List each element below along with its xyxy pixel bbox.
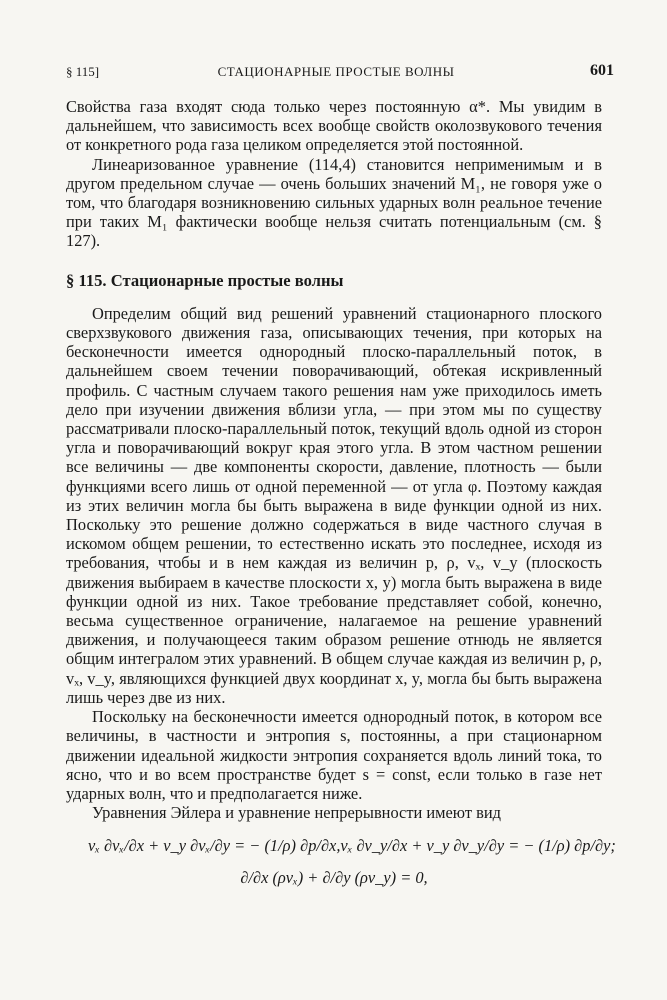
euler-equation-x: vₓ ∂vₓ/∂x + v_y ∂vₓ/∂y = − (1/ρ) ∂p/∂x, [88,836,341,856]
page-body [66,97,616,887]
section-ref: § 115] [66,64,100,79]
running-title: СТАЦИОНАРНЫЕ ПРОСТЫЕ ВОЛНЫ [217,64,455,79]
paragraph-2: Линеаризованное уравнение (114,4) становится неприменимым и в другом предельном случае — очень больших значений M₁, не говоря уже о том, что благодаря возникновению сильных ударных волн реальное течение при таких M₁ фактически вообще нельзя считать потенциальным (см. § 127). [66,154,602,251]
euler-equation-y: vₓ ∂v_y/∂x + v_y ∂v_y/∂y = − (1/ρ) ∂p/∂y; [340,836,616,856]
section-heading: § 115. Стационарные простые волны [66,270,344,290]
euler-equations [66,836,616,856]
paragraph-5: Уравнения Эйлера и уравнение непрерывности имеют вид [92,803,501,823]
paragraph-3: Определим общий вид решений уравнений стационарного плоского сверхзвукового движения газа, описывающих течения, при которых на бесконечности имеется однородный плоско-параллельный поток, в дальнейшем своем течении поворачивающий, обтекая искривленный профиль. С частным случаем такого решения нам уже приходилось иметь дело при изучении движения вблизи угла, — при этом мы по существу рассматривали плоско-параллельный поток, текущий вдоль одной из сторон угла и поворачивающий вокруг края этого угла. В этом частном решении все величины — две компоненты скорости, давление, плотность — были функциями всего лишь от одной переменной — от угла φ. Поэтому каждая из этих величин могла бы быть выражена в виде функции одной из них. Поскольку это решение должно содержаться в виде частного случая в искомом общем решении, то естественно искать это последнее, исходя из требования, чтобы и в нем каждая из величин p, ρ, vₓ, v_y (плоскость движения выбираем в качестве плоскости x, y) могла быть выражена в виде функции одной из них. Такое требование представляет собой, конечно, весьма существенное ограничение, налагаемое на решение уравнений движения, и получающееся таким образом решение отнюдь не является общим интегралом этих уравнений. В общем случае каждая из величин p, ρ, vₓ, v_y, являющихся функцией двух координат x, y, могла бы быть выражена лишь через две из них. [66,303,602,707]
running-head [66,62,614,82]
continuity-equation: ∂/∂x (ρvₓ) + ∂/∂y (ρv_y) = 0, [240,867,428,887]
paragraph-1: Свойства газа входят сюда только через постоянную α*. Мы увидим в дальнейшем, что зависимость всех вообще свойств околозвукового течения от конкретного рода газа целиком определяется этой постоянной. [66,97,602,155]
paragraph-4: Поскольку на бесконечности имеется однородный поток, в котором все величины, в частности и энтропия s, постоянны, а при стационарном движении идеальной жидкости энтропия сохраняется вдоль линий тока, то ясно, что и во всем пространстве будет s = const, если только в газе нет ударных волн, что и предполагается ниже. [66,707,602,803]
page-number: 601 [590,62,614,79]
